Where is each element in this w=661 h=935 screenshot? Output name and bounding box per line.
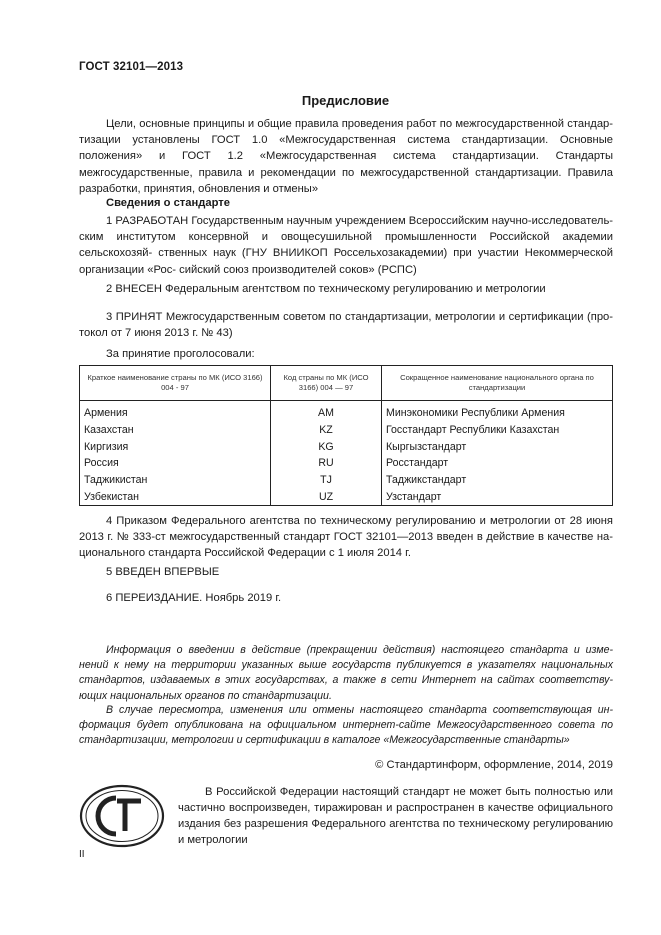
header-national-body: Сокращенное наименование национального органа по стандартизации	[382, 366, 613, 401]
country-name: Казахстан	[80, 422, 271, 439]
copyright-line: © Стандартинформ, оформление, 2014, 2019	[375, 759, 613, 771]
notice-line: частично воспроизведен, тиражирован и распространен в качестве официального	[178, 802, 613, 814]
country-name: Россия	[80, 455, 271, 472]
item-1-line: сийский союз производителей соков» (РСПС)	[179, 263, 417, 276]
table-row	[80, 472, 613, 489]
gost-r-certification-mark-icon	[79, 784, 165, 848]
item-4-line: 4 Приказом Федерального агентства по техническому регулированию и метрологии от 28 июня	[106, 515, 613, 527]
table-row	[80, 422, 613, 439]
intro-line: и рекомендации по межгосударственной стандартизации. Правила разработки, принятия, обновления	[79, 166, 614, 195]
country-name: Киргизия	[80, 438, 271, 455]
item-4-order	[79, 513, 613, 562]
info-line: стандартов, издаваемых в этих государствах, а также в сети Интернет на сайтах соответству-	[79, 674, 613, 687]
info-line: формация будет опубликована на официальном интернет-сайте Межгосударственного совета по	[79, 719, 613, 732]
item-5-introduced: 5 ВВЕДЕН ВПЕРВЫЕ	[106, 566, 220, 578]
country-code: TJ	[271, 472, 382, 489]
national-body: Росстандарт	[382, 455, 613, 472]
item-4-line: 2013 г. № 333-ст межгосударственный стандарт ГОСТ 32101—2013 введен в действие в качестве на-	[79, 531, 613, 544]
gost-logo-svg	[79, 784, 165, 848]
table-header-row	[80, 366, 613, 401]
item-1-line: 1 РАЗРАБОТАН Государственным научным учреждением Всероссийским научно-исследователь-	[106, 215, 613, 227]
country-code: KG	[271, 438, 382, 455]
info-line: Информация о введении в действие (прекращении действия) настоящего стандарта и изме-	[106, 644, 613, 656]
item-3-line: токол от 7 июня 2013 г. № 43)	[79, 327, 233, 340]
info-line: В случае пересмотра, изменения или отмены настоящего стандарта соответствующая ин-	[106, 704, 613, 716]
national-body: Госстандарт Республики Казахстан	[382, 422, 613, 439]
header-country-name: Краткое наименование страны по МК (ИСО 3166) 004 - 97	[80, 366, 271, 401]
country-code: AM	[271, 401, 382, 422]
country-code: UZ	[271, 488, 382, 505]
info-line: стандартизации, метрологии и сертификации в каталоге «Межгосударственные стандарты»	[79, 734, 570, 747]
info-paragraph-revision	[79, 703, 613, 749]
page-title	[0, 93, 661, 108]
info-line: ющих национальных органов по стандартизации.	[79, 689, 332, 702]
item-4-line: ционального стандарта Российской Федерации с 1 июля 2014 г.	[79, 547, 411, 560]
info-line: нений к нему на территории указанных выше государств публикуется в указателях национальных	[79, 659, 613, 672]
country-code: RU	[271, 455, 382, 472]
table-row	[80, 438, 613, 455]
standard-code-header: ГОСТ 32101—2013	[79, 61, 184, 73]
country-name: Таджикистан	[80, 472, 271, 489]
item-1-line: ским институтом консервной и овощесушильной промышленности Российской академии сельскохозяй-	[79, 231, 613, 260]
intro-line: и ГОСТ 1.2 «Межгосударственная система стандартизации. Стандарты межгосударственные, правила	[79, 150, 613, 179]
intro-line: тизации установлены ГОСТ 1.0 «Межгосударственная система стандартизации. Основные положения»	[79, 134, 613, 163]
notice-line: В Российской Федерации настоящий стандарт не может быть полностью или	[205, 786, 613, 798]
country-name: Узбекистан	[80, 488, 271, 505]
page-title-text: Предисловие	[301, 93, 390, 108]
section-subtitle: Сведения о стандарте	[106, 197, 230, 209]
country-code: KZ	[271, 422, 382, 439]
notice-line: и метрологии	[178, 834, 248, 846]
voting-countries-table	[79, 365, 613, 506]
item-1-developed	[79, 213, 613, 278]
national-body: Узстандарт	[382, 488, 613, 505]
table-row	[80, 455, 613, 472]
info-paragraph-introduction	[79, 643, 613, 704]
voted-label: За принятие проголосовали:	[106, 348, 255, 360]
notice-line: издания без разрешения Федерального агентства по техническому регулированию	[178, 818, 613, 830]
item-3-line: 3 ПРИНЯТ Межгосударственным советом по стандартизации, метрологии и сертификации (про-	[106, 311, 613, 323]
intro-line: и отмены»	[263, 182, 319, 195]
national-body: Минэкономики Республики Армения	[382, 401, 613, 422]
item-1-line: ственных наук (ГНУ ВНИИКОП Россельхозакадемии) при участии Некоммерческой организации «Рос-	[79, 247, 613, 276]
intro-line: Цели, основные принципы и общие правила проведения работ по межгосударственной стандар-	[106, 118, 613, 130]
national-body: Кыргызстандарт	[382, 438, 613, 455]
item-6-reissue: 6 ПЕРЕИЗДАНИЕ. Ноябрь 2019 г.	[106, 592, 282, 604]
table-row	[80, 488, 613, 505]
intro-paragraph	[79, 116, 613, 197]
country-name: Армения	[80, 401, 271, 422]
item-2-submitted: 2 ВНЕСЕН Федеральным агентством по техническому регулированию и метрологии	[106, 283, 546, 295]
national-body: Таджикстандарт	[382, 472, 613, 489]
table-row	[80, 401, 613, 422]
item-3-adopted	[79, 309, 613, 341]
header-country-code: Код страны по МК (ИСО 3166) 004 — 97	[271, 366, 382, 401]
page-number: II	[79, 849, 85, 860]
reproduction-notice	[178, 784, 613, 848]
